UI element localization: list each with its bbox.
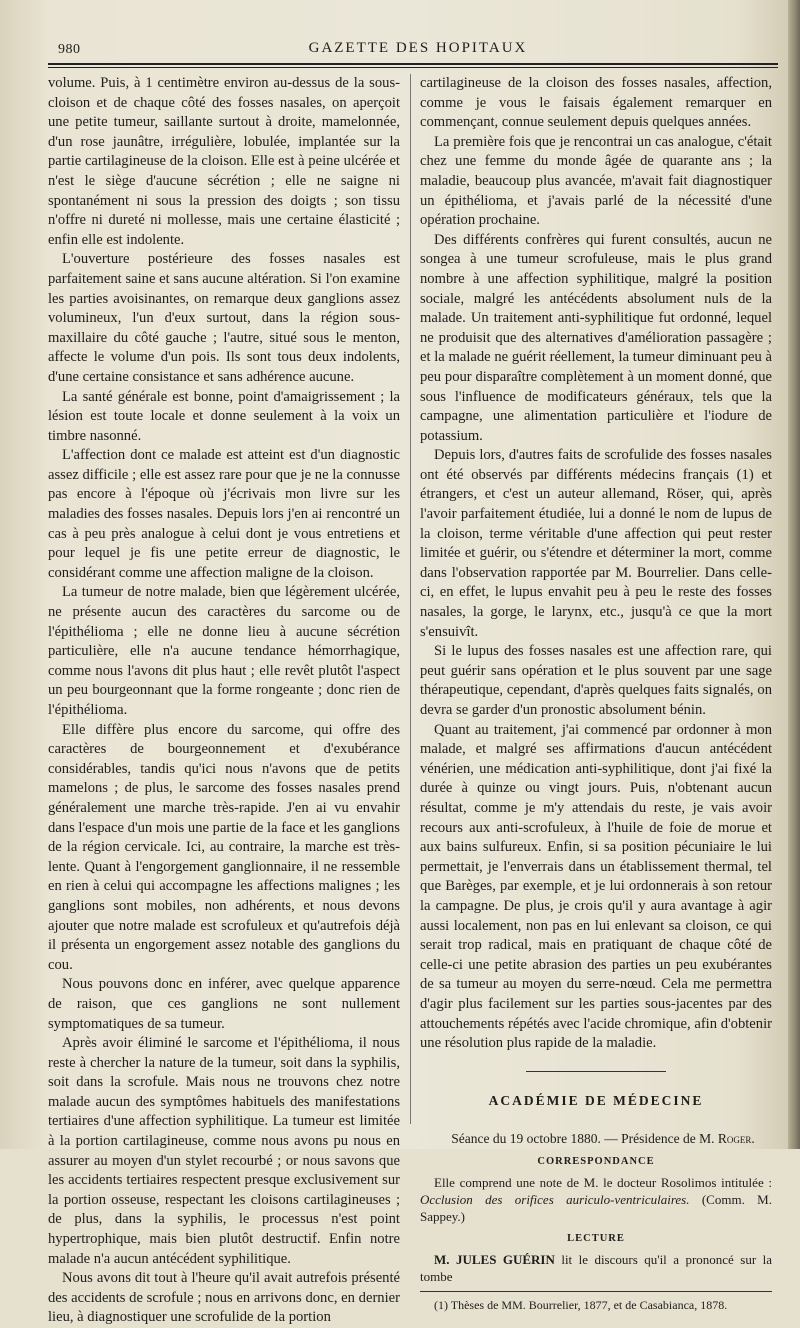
book-spine-edge bbox=[788, 0, 800, 1149]
paragraph: volume. Puis, à 1 centimètre environ au-dessus de la sous-cloison et de chaque côté des fosses nasales, on aperçoit une petite tumeur, saillante surtout à droite, mamelonnée, d'un rose jaunâtre, irrégulière, lobulée, implantée sur la partie cartilagineuse de la cloison. Elle est à peine ulcérée et n'est le siège d'aucune sécrétion ; elle ne saigne ni spontanément ni sous la pression des doigts ; son tissu n'offre ni dureté ni mollesse, mais une certaine élasticité ; enfin elle est indolente. bbox=[48, 75, 400, 248]
lecture-paragraph bbox=[420, 1251, 772, 1285]
paragraph: La santé générale est bonne, point d'amaigrissement ; la lésion est toute locale et donne seulement à la voix un timbre nasonné. bbox=[48, 388, 400, 444]
header-rule-thick bbox=[48, 63, 778, 65]
left-column bbox=[48, 74, 400, 1328]
section-separator bbox=[420, 1062, 772, 1082]
correspondance-paragraph bbox=[420, 1174, 772, 1225]
running-title: GAZETTE DES HOPITAUX bbox=[308, 40, 528, 56]
lecture-name: M. JULES GUÉRIN bbox=[434, 1251, 555, 1267]
page-number: 980 bbox=[58, 42, 81, 57]
paragraph: Des différents confrères qui furent consultés, aucun ne songea à une tumeur scrofuleuse, mais le plus grand nombre à une affection syphilitique, malgré la position sociale, malgré les antécédents absolument nuls de la malade. Un traitement anti-syphilitique fut ordonné, lequel ne produisit que des alternatives d'amélioration passagère ; et la malade ne guérit réellement, la tumeur diminuant peu à peu pour disparaître complètement à un moment donné, que sous l'influence de modificateurs généraux, tels que la campagne, une alimentation particulière et l'iodure de potassium. bbox=[420, 231, 772, 444]
paragraph: Nous avons dit tout à l'heure qu'il avait autrefois présenté des accidents de scrofule ; nous en arrivons donc, en dernier lieu, à diagnostiquer une scrofulide de la portion bbox=[48, 1270, 400, 1326]
session-line bbox=[420, 1129, 772, 1149]
correspondance-title: Occlusion des orifices auriculo-ventriculaires. bbox=[420, 1192, 690, 1208]
paragraph: Si le lupus des fosses nasales est une affection rare, qui peut guérir sans opération et le plus souvent par une sage thérapeutique, cependant, d'après quelques faits signalés, on devra se garder d'un pronostic absolument bénin. bbox=[420, 643, 772, 718]
subhead-correspondance: CORRESPONDANCE bbox=[537, 1156, 655, 1168]
correspondance-tail: (Comm. M. Sappey.) bbox=[420, 1192, 772, 1225]
header-rule-thin bbox=[48, 67, 778, 68]
right-column bbox=[420, 74, 772, 1313]
footnote: (1) Thèses de MM. Bourrelier, 1877, et de Casabianca, 1878. bbox=[434, 1297, 728, 1312]
lecture-text: lit le discours qu'il a prononcé sur la tombe bbox=[420, 1251, 772, 1284]
paragraph: Elle diffère plus encore du sarcome, qui offre des caractères de bourgeonnement et d'exubérance considérables, tandis qu'ici nous n'avons que de petits mamelons ; de plus, le sarcome des fosses nasales prend généralement une marche très-rapide. J'en ai vu envahir dans l'espace d'un mois une partie de la face et les ganglions de la région cervicale. Ici, au contraire, la marche est très-lente. Quant à l'engorgement ganglionnaire, il ne ressemble en rien à celui qui accompagne les affections malignes ; les ganglions sont mobiles, non adhérents, et nous devons ajouter que notre malade est scrofuleux et qu'autrefois déjà il présenta un engorgement assez notable des ganglions du cou. bbox=[48, 721, 400, 973]
paragraph: Quant au traitement, j'ai commencé par ordonner à mon malade, et malgré ses affirmations d'aucun antécédent vénérien, une médication anti-syphilitique, dont j'ai fixé la durée à quinze ou vingt jours. Puis, n'obtenant aucun résultat, comme je m'y attendais du reste, je vais avoir recours aux anti-scrofuleux, à l'huile de foie de morue et aux bains sulfureux. Enfin, si sa position pécuniaire le lui permettait, je l'enverrais dans un établissement thermal, tel que Barèges, par exemple, et je lui ordonnerais à son retour la campagne. De plus, je crois qu'il y aura avantage à agir aussi localement, non pas en lui enlevant sa cloison, ce qui serait trop radical, mais en pratiquant de chaque côté de celle-ci une petite abrasion des parties un peu exubérantes de sa tumeur au moyen du serre-nœud. Cela me permettra d'agir plus facilement sur les parties sous-jacentes par des attouchements répétés avec l'acide chromique, afin d'obtenir une résolution plus rapide de la maladie. bbox=[420, 721, 772, 1052]
paragraph: L'ouverture postérieure des fosses nasales est parfaitement saine et sans aucune altération. Si l'on examine les parties avoisinantes, on remarque deux ganglions assez volumineux, l'un d'eux surtout, dans la région sous-maxillaire du côté gauche ; l'autre, situé sous le menton, affecte le volume d'un pois. Ils sont tous deux indolents, d'une certaine consistance et sans adhérence aucune. bbox=[48, 251, 400, 385]
paragraph: Nous pouvons donc en inférer, avec quelque apparence de raison, que ces ganglions ne sont nullement symptomatiques de sa tumeur. bbox=[48, 976, 400, 1032]
column-divider bbox=[410, 74, 411, 1124]
footnote-rule bbox=[420, 1291, 772, 1292]
subhead-lecture: LECTURE bbox=[567, 1233, 625, 1245]
paragraph: Depuis lors, d'autres faits de scrofulide des fosses nasales ont été observés par différents médecins français (1) et étrangers, et c'est un auteur allemand, Röser, qui, après l'avoir parfaitement étudiée, lui a donné le nom de lupus de la cloison, terme véritable d'une affection qui peut rester limitée et guérir, ou s'étendre et déterminer la mort, comme dans l'observation rapportée par M. Bourrelier. Dans celle-ci, en effet, le lupus envahit peu à peu le reste des fosses nasales, la gorge, le larynx, etc., jusqu'à ce que la mort s'ensuivît. bbox=[420, 447, 772, 640]
section-title: ACADÉMIE DE MÉDECINE bbox=[488, 1093, 704, 1109]
paragraph: La tumeur de notre malade, bien que légèrement ulcérée, ne présente aucun des caractères du sarcome ou de l'épithélioma ; elle ne donne lieu à aucune sécrétion particulière, elle n'a aucune tendance hémorrhagique, comme nous l'avons dit plus haut ; elle revêt plutôt l'aspect un peu bourgeonnant que la forme rongeante ; donc rien de l'épithélioma. bbox=[48, 584, 400, 718]
paragraph: L'affection dont ce malade est atteint est d'un diagnostic assez difficile ; elle est assez rare pour que je ne la connusse pas encore à l'époque où j'écrivais mon livre sur les maladies des fosses nasales. Depuis lors j'en ai rencontré un cas à peu près analogue à celui dont je vous entretiens et pour lequel je fis une petite erreur de diagnostic, le considérant comme une affection maligne de la cloison. bbox=[48, 447, 400, 581]
session-text: Séance du 19 octobre 1880. — Présidence de M. bbox=[451, 1130, 718, 1146]
page-header bbox=[58, 40, 778, 64]
paragraph: La première fois que je rencontrai un cas analogue, c'était chez une femme du monde âgée de quarante ans ; la maladie, beaucoup plus avancée, m'avait fait diagnostiquer un épithélioma, et j'avais parlé de la nécessité d'une opération prochaine. bbox=[420, 133, 772, 229]
paragraph: Après avoir éliminé le sarcome et l'épithélioma, il nous reste à chercher la nature de la tumeur, soit dans la syphilis, soit dans la scrofule. Mais nous ne trouvons chez notre malade aucun des symptômes habituels des manifestations tertiaires d'une affection syphilitique. La tumeur est limitée à la portion cartilagineuse, comme nous avons pu nous en assurer au moyen d'un stylet recourbé ; or nous savons que les accidents tertiaires respectent presque exclusivement sur la portion osseuse, respectant les cloisons cartilagineuses ; de plus, dans la syphilis, le processus n'est point hypertrophique, mais bien plutôt destructif. Enfin notre malade n'a aucun antécédent syphilitique. bbox=[48, 1035, 400, 1267]
correspondance-text: Elle comprend une note de M. le docteur Rosolimos intitulée : bbox=[434, 1175, 772, 1191]
paragraph: cartilagineuse de la cloison des fosses nasales, affection, comme je vous le faisais également remarquer en commençant, connue seulement depuis quelques années. bbox=[420, 75, 772, 131]
session-president: Roger. bbox=[717, 1130, 755, 1146]
